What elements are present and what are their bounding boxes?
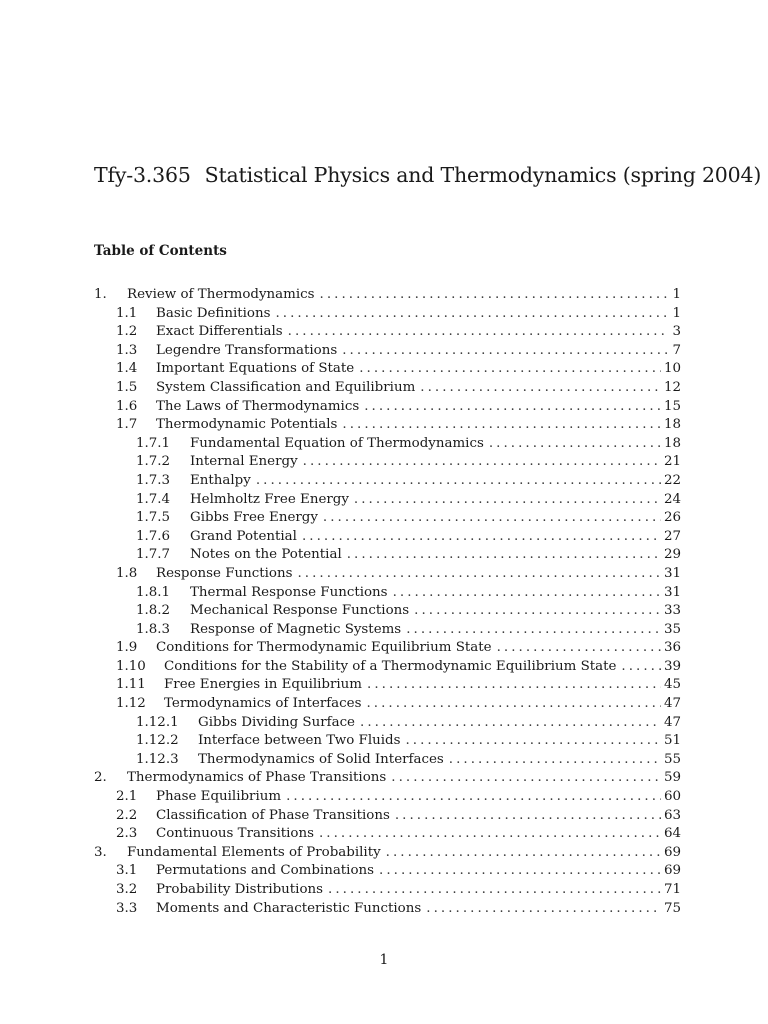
toc-entry-title: Basic Definitions: [156, 305, 271, 321]
toc-entry-page: 59: [663, 770, 681, 786]
toc-entry-page: 64: [663, 826, 681, 842]
table-of-contents: [94, 286, 681, 918]
dot-leader: [286, 788, 661, 807]
toc-entry-number: 1.7.3: [136, 472, 171, 488]
toc-entry-page: 47: [663, 696, 681, 712]
toc-entry-page: 69: [663, 863, 681, 879]
toc-entry-number: 1.12.2: [136, 733, 179, 749]
toc-entry-title: Exact Differentials: [156, 324, 283, 340]
toc-entry-page: 21: [663, 454, 681, 470]
dot-leader: [328, 881, 661, 900]
toc-entry-title: Thermal Response Functions: [190, 584, 388, 600]
toc-entry-number: 2.3: [116, 826, 138, 842]
toc-entry-number: 2.2: [116, 807, 138, 823]
toc-entry[interactable]: [94, 751, 681, 770]
toc-entry-number: 2.1: [116, 789, 138, 805]
toc-entry-title: Conditions for Thermodynamic Equilibrium State: [156, 640, 492, 656]
toc-entry-title: Internal Energy: [190, 454, 298, 470]
dot-leader: [391, 769, 661, 788]
toc-entry-title: Moments and Characteristic Functions: [156, 900, 422, 916]
toc-entry-number: 1.10: [116, 658, 146, 674]
toc-entry-number: 1.8.1: [136, 584, 171, 600]
toc-entry[interactable]: [94, 472, 681, 491]
toc-entry[interactable]: [94, 305, 681, 324]
toc-entry-number: 1.7.1: [136, 435, 171, 451]
dot-leader: [256, 472, 661, 491]
toc-entry[interactable]: [94, 807, 681, 826]
toc-entry-number: 1.11: [116, 677, 146, 693]
toc-entry-page: 71: [663, 882, 681, 897]
toc-entry[interactable]: [94, 862, 681, 881]
toc-entry-title: Fundamental Elements of Probability: [127, 844, 381, 860]
toc-entry[interactable]: [94, 398, 681, 417]
toc-entry-title: Phase Equilibrium: [156, 789, 282, 805]
toc-heading: Table of Contents: [94, 243, 227, 259]
toc-entry-title: System Classification and Equilibrium: [156, 379, 416, 395]
toc-entry-number: 1.7.2: [136, 454, 171, 470]
toc-entry-number: 2.: [94, 770, 107, 786]
toc-entry-page: 33: [663, 603, 681, 619]
dot-leader: [342, 416, 661, 435]
dot-leader: [360, 714, 661, 733]
page-number: 1: [379, 952, 389, 968]
toc-entry[interactable]: [94, 323, 681, 342]
toc-entry-page: 1: [672, 287, 681, 302]
dot-leader: [364, 398, 661, 417]
dot-leader: [449, 751, 661, 770]
toc-entry-page: 18: [663, 435, 681, 451]
dot-leader: [303, 453, 661, 472]
toc-entry[interactable]: [94, 900, 681, 919]
toc-entry-page: 27: [663, 528, 681, 544]
toc-entry-page: 45: [663, 677, 681, 693]
toc-entry-page: 35: [663, 621, 681, 637]
toc-entry-title: Conditions for the Stability of a Thermodynamic Equilibrium State: [164, 658, 617, 674]
dot-leader: [393, 584, 661, 603]
dot-leader: [359, 360, 661, 379]
toc-entry-title: Gibbs Free Energy: [190, 510, 318, 526]
toc-entry-page: 15: [663, 398, 681, 414]
toc-entry-page: 36: [663, 640, 681, 656]
toc-entry-number: 1.: [94, 287, 107, 302]
toc-entry-page: 51: [663, 733, 681, 749]
toc-entry-title: Response Functions: [156, 565, 293, 581]
toc-entry-page: 60: [663, 789, 681, 805]
toc-entry-number: 1.12.3: [136, 751, 179, 767]
toc-entry-title: Enthalpy: [190, 472, 251, 488]
toc-entry-number: 1.7.4: [136, 491, 171, 507]
toc-entry-title: Response of Magnetic Systems: [190, 621, 402, 637]
dot-leader: [366, 695, 660, 714]
document-title: [94, 163, 762, 187]
toc-entry-number: 1.4: [116, 361, 138, 377]
dot-leader: [379, 862, 661, 881]
toc-entry[interactable]: [94, 435, 681, 454]
toc-entry-title: Permutations and Combinations: [156, 863, 375, 879]
toc-entry-title: Thermodynamic Potentials: [156, 417, 338, 433]
dot-leader: [323, 509, 661, 528]
toc-entry[interactable]: [94, 639, 681, 658]
toc-entry-title: Continuous Transitions: [156, 826, 314, 842]
toc-entry-page: 24: [663, 491, 681, 507]
toc-entry[interactable]: [94, 676, 681, 695]
dot-leader: [347, 546, 661, 565]
toc-entry-number: 1.9: [116, 640, 138, 656]
toc-entry[interactable]: [94, 360, 681, 379]
toc-entry-page: 31: [663, 584, 681, 600]
toc-entry-number: 1.12.1: [136, 714, 179, 730]
toc-entry[interactable]: [94, 788, 681, 807]
toc-entry-number: 3.3: [116, 900, 138, 916]
toc-entry-number: 1.8: [116, 565, 138, 581]
toc-entry-number: 1.2: [116, 324, 138, 340]
dot-leader: [489, 435, 661, 454]
toc-entry[interactable]: [94, 881, 681, 900]
toc-entry-page: 29: [663, 547, 681, 563]
toc-entry[interactable]: [94, 379, 681, 398]
toc-entry[interactable]: [94, 286, 681, 305]
toc-entry-page: 63: [663, 807, 681, 823]
toc-entry-page: 3: [672, 324, 681, 340]
toc-entry-number: 3.2: [116, 882, 138, 897]
toc-entry-title: Thermodynamics of Phase Transitions: [127, 770, 387, 786]
dot-leader: [275, 305, 669, 324]
toc-entry-page: 39: [663, 658, 681, 674]
dot-leader: [420, 379, 661, 398]
toc-entry[interactable]: [94, 565, 681, 584]
dot-leader: [386, 844, 661, 863]
dot-leader: [367, 676, 661, 695]
dot-leader: [354, 491, 661, 510]
toc-entry-title: Free Energies in Equilibrium: [164, 677, 362, 693]
toc-entry-page: 31: [663, 565, 681, 581]
toc-entry[interactable]: [94, 695, 681, 714]
toc-entry-number: 1.12: [116, 696, 146, 712]
toc-entry-title: Notes on the Potential: [190, 547, 342, 563]
dot-leader: [405, 732, 660, 751]
dot-leader: [414, 602, 661, 621]
toc-entry-title: Termodynamics of Interfaces: [164, 696, 362, 712]
toc-entry-title: Thermodynamics of Solid Interfaces: [198, 751, 444, 767]
toc-entry[interactable]: [94, 732, 681, 751]
toc-entry[interactable]: [94, 769, 681, 788]
course-code: Tfy-3.365: [94, 163, 191, 187]
toc-entry-page: 47: [663, 714, 681, 730]
toc-entry-number: 1.5: [116, 379, 138, 395]
dot-leader: [297, 565, 661, 584]
course-title: Statistical Physics and Thermodynamics (spring 2004): [204, 163, 762, 187]
toc-entry[interactable]: [94, 658, 681, 677]
toc-entry-page: 7: [672, 342, 681, 358]
toc-entry[interactable]: [94, 546, 681, 565]
toc-entry-number: 1.8.3: [136, 621, 171, 637]
dot-leader: [406, 621, 661, 640]
dot-leader: [288, 323, 670, 342]
toc-entry-title: The Laws of Thermodynamics: [156, 398, 360, 414]
toc-entry-number: 1.7: [116, 417, 138, 433]
toc-entry-title: Fundamental Equation of Thermodynamics: [190, 435, 484, 451]
toc-entry[interactable]: [94, 621, 681, 640]
toc-entry-title: Grand Potential: [190, 528, 297, 544]
toc-entry-title: Review of Thermodynamics: [127, 287, 315, 302]
toc-entry[interactable]: [94, 416, 681, 435]
toc-entry-title: Helmholtz Free Energy: [190, 491, 349, 507]
toc-entry-number: 3.: [94, 844, 107, 860]
toc-entry[interactable]: [94, 825, 681, 844]
dot-leader: [320, 286, 670, 305]
toc-entry-title: Gibbs Dividing Surface: [198, 714, 355, 730]
toc-entry-number: 1.8.2: [136, 603, 171, 619]
toc-entry-page: 12: [663, 379, 681, 395]
toc-entry-title: Mechanical Response Functions: [190, 603, 410, 619]
toc-entry-number: 1.7.5: [136, 510, 171, 526]
toc-entry-page: 55: [663, 751, 681, 767]
toc-entry-number: 3.1: [116, 863, 138, 879]
toc-entry-page: 10: [663, 361, 681, 377]
toc-entry-title: Probability Distributions: [156, 882, 324, 897]
toc-entry[interactable]: [94, 844, 681, 863]
toc-entry-page: 75: [663, 900, 681, 916]
toc-entry-title: Classification of Phase Transitions: [156, 807, 390, 823]
toc-entry[interactable]: [94, 491, 681, 510]
toc-entry[interactable]: [94, 584, 681, 603]
toc-entry-title: Legendre Transformations: [156, 342, 338, 358]
toc-entry[interactable]: [94, 602, 681, 621]
toc-entry-page: 22: [663, 472, 681, 488]
dot-leader: [497, 639, 661, 658]
toc-entry[interactable]: [94, 509, 681, 528]
toc-entry-number: 1.3: [116, 342, 138, 358]
dot-leader: [426, 900, 661, 919]
dot-leader: [319, 825, 661, 844]
dot-leader: [302, 528, 661, 547]
toc-entry-page: 18: [663, 417, 681, 433]
toc-entry-page: 26: [663, 510, 681, 526]
toc-entry[interactable]: [94, 714, 681, 733]
dot-leader: [395, 807, 661, 826]
toc-entry-page: 69: [663, 844, 681, 860]
toc-entry-number: 1.1: [116, 305, 138, 321]
toc-entry-title: Interface between Two Fluids: [198, 733, 401, 749]
toc-entry-title: Important Equations of State: [156, 361, 355, 377]
toc-entry-number: 1.7.6: [136, 528, 171, 544]
dot-leader: [621, 658, 661, 677]
dot-leader: [342, 342, 669, 361]
toc-entry-number: 1.6: [116, 398, 138, 414]
toc-entry[interactable]: [94, 528, 681, 547]
toc-entry[interactable]: [94, 342, 681, 361]
toc-entry-page: 1: [672, 305, 681, 321]
toc-entry[interactable]: [94, 453, 681, 472]
toc-entry-number: 1.7.7: [136, 547, 171, 563]
